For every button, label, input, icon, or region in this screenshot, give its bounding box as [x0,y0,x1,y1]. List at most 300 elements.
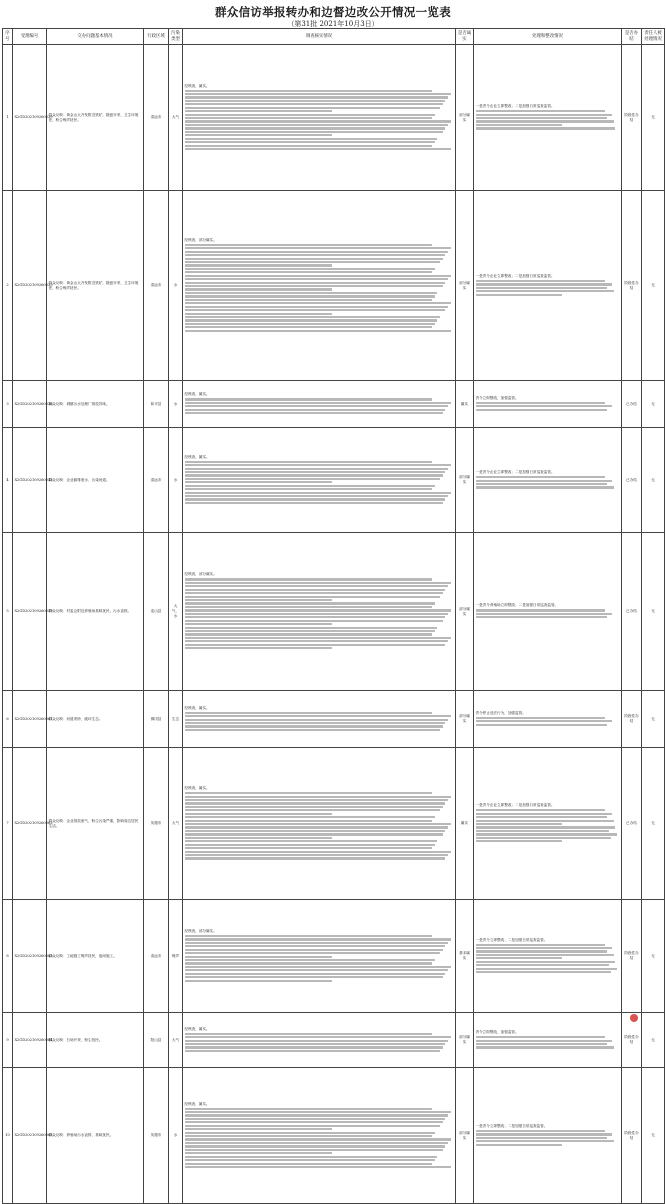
text-line [476,486,614,488]
text-line [185,973,446,975]
text-line [185,319,438,321]
text-line [185,980,333,982]
text-line [185,402,451,404]
text-line [476,1133,613,1135]
text-line [185,120,451,122]
row-number: 9 [3,1013,13,1068]
penalty-cell: 无 [642,748,665,900]
penalty-cell: 无 [642,533,665,691]
finding-text: 经核查，属实。 [184,786,210,791]
text-line [185,830,446,832]
done-status: 已办结 [622,381,642,428]
col-header: 是否办结 [622,29,642,45]
region-cell: 清远市 [144,45,169,191]
done-status: 阶段性办结 [622,45,642,191]
text-line [476,968,617,970]
text-line [185,1156,438,1158]
text-line [185,471,446,473]
text-line [185,956,333,958]
row-number: 8 [3,900,13,1013]
region-cell: 清远市 [144,428,169,533]
handling-text: 责令立即整改，加强监管。 [475,1030,519,1035]
text-line [185,813,333,815]
col-header: 交办问题基本情况 [47,29,144,45]
text-line [185,1159,435,1161]
region-cell: 英德市 [144,1068,169,1204]
text-line [185,596,441,598]
finding-cell [183,381,456,428]
text-line [185,1128,333,1130]
region-cell: 和平县 [144,381,169,428]
text-line [185,616,446,618]
text-line [185,141,435,143]
finding-cell [183,691,456,748]
issue-summary: 群众反映：企业排放废气，粉尘污染严重，影响周边居民生活。 [47,748,144,900]
table-row [3,191,665,381]
text-line [185,1149,443,1151]
is-true-cell: 部分属实 [456,533,474,691]
text-line [185,1142,449,1144]
text-line [185,802,446,804]
finding-cell [183,45,456,191]
pollution-type: 大气 [169,748,183,900]
table-row [3,1013,665,1068]
handling-cell [474,1013,622,1068]
text-line [185,799,449,801]
finding-cell [183,900,456,1013]
text-line [476,476,606,478]
text-line [185,949,443,951]
penalty-cell: 无 [642,900,665,1013]
text-line [185,110,333,112]
handling-cell [474,900,622,1013]
pollution-type: 水 [169,1068,183,1204]
text-line [185,299,432,301]
text-line [476,947,613,949]
finding-text: 经核查，属实。 [184,392,210,397]
done-status: 阶段性办结 [622,191,642,381]
text-line [185,719,449,721]
text-line [185,647,333,649]
text-line [185,326,432,328]
text-line [185,114,435,116]
text-line [476,1036,606,1038]
table-row [3,691,665,748]
text-line [185,1111,451,1113]
case-code: X2GD202109260059 [13,533,47,691]
text-line [185,145,432,147]
row-number: 1 [3,45,13,191]
row-number: 4 [3,428,13,533]
text-line [185,844,435,846]
document-title: 群众信访举报转办和边督边改公开情况一览表 [215,5,451,19]
text-line [476,820,614,822]
document-subtitle: （第31批 2021年10月3日） [287,20,379,28]
finding-cell [183,191,456,381]
done-status: 阶段性办结 [622,1068,642,1204]
text-line [185,481,333,483]
text-line [185,96,449,98]
text-line [185,792,432,794]
text-line [476,809,606,811]
text-line [476,1144,562,1146]
col-header: 行政区域 [144,29,169,45]
text-line [185,285,443,287]
is-true-cell: 部分属实 [456,191,474,381]
text-line [185,495,449,497]
issue-summary: 群众反映：企业偷排废水，污染河道。 [47,428,144,533]
text-line [476,483,607,485]
text-line [185,1108,432,1110]
text-line [185,1121,443,1123]
handling-text: 一是责令企业立即整改；二是加强日常巡查监管。 [475,470,555,475]
region-cell: 连山县 [144,533,169,691]
is-true-cell: 属实 [456,381,474,428]
text-line [185,488,432,490]
text-line [185,405,449,407]
text-line [476,961,616,963]
text-line [185,93,451,95]
text-line [476,950,607,952]
text-line [185,412,443,414]
text-line [185,1135,432,1137]
text-line [185,589,446,591]
text-line [185,264,333,266]
text-line [185,640,449,642]
case-code: X2GD202109260036 [13,381,47,428]
handling-cell [474,533,622,691]
done-status: 阶段性办结 [622,900,642,1013]
finding-text: 经核查，属实。 [184,454,210,459]
text-line [476,1046,614,1048]
handling-text: 一是责令企业立即整改；二是加强日常巡查监管。 [475,104,555,109]
pollution-type: 水 [169,428,183,533]
region-cell: 佛冈县 [144,691,169,748]
text-line [476,124,562,126]
case-code: X2GD202109260065 [13,1068,47,1204]
text-line [185,942,449,944]
text-line [185,806,443,808]
text-line [185,292,438,294]
done-status: 已办结 [622,748,642,900]
table-row [3,45,665,191]
issue-summary: 群众反映：黄金山大开发附近铁矿，随意开采，卫生环境差，粉尘噪声扰民。 [47,45,144,191]
case-code: X2GD202109260043 [13,428,47,533]
text-line [185,244,432,246]
text-line [185,840,438,842]
text-line [185,938,451,940]
text-line [476,833,617,835]
case-code: X2GD202109260063 [13,900,47,1013]
text-line [185,1145,446,1147]
text-line [185,306,449,308]
text-line [185,275,451,277]
penalty-cell: 无 [642,45,665,191]
text-line [185,1152,333,1154]
text-line [185,309,446,311]
text-line [185,637,451,639]
text-line [185,148,451,150]
issue-summary: 群众反映：城镇污水处理厂排放异味。 [47,381,144,428]
col-header: 调查核实情况 [183,29,456,45]
region-cell: 清远市 [144,900,169,1013]
text-line [476,402,606,404]
text-line [476,830,610,832]
text-line [185,620,443,622]
complaints-table [2,28,665,1204]
table-row [3,533,665,691]
text-line [185,1163,432,1165]
text-line [185,578,432,580]
text-line [185,302,451,304]
text-line [185,959,435,961]
penalty-cell: 无 [642,191,665,381]
case-code: X2GD202109260033 [13,191,47,381]
text-line [476,717,606,719]
text-line [185,935,432,937]
text-line [185,592,443,594]
text-line [185,599,333,601]
text-line [185,409,446,411]
pollution-type: 大气、水 [169,533,183,691]
finding-text: 经核查，部分属实。 [184,237,217,242]
pollution-type: 水 [169,381,183,428]
text-line [476,609,606,611]
text-line [185,295,435,297]
text-line [185,268,435,270]
handling-cell [474,45,622,191]
text-line [185,826,449,828]
text-line [476,724,607,726]
text-line [185,969,449,971]
text-line [476,117,607,119]
row-number: 10 [3,1068,13,1204]
table-row [3,900,665,1013]
text-line [476,944,606,946]
handling-cell [474,691,622,748]
handling-text: 责令立即整改，加强监管。 [475,395,519,400]
text-line [476,127,616,129]
text-line [476,720,613,722]
col-header: 污染类型 [169,29,183,45]
text-line [185,103,443,105]
handling-cell [474,1068,622,1204]
region-cell: 英德市 [144,748,169,900]
text-line [185,952,441,954]
handling-cell [474,748,622,900]
text-line [185,478,441,480]
text-line [476,837,611,839]
text-line [185,261,441,263]
done-status: 已办结 [622,533,642,691]
handling-text: 责令停止违法行为，加强监管。 [475,710,526,715]
case-code: X2GD202109260029 [13,45,47,191]
text-line [185,1043,446,1045]
issue-summary: 群众反映：村委会附近养殖场臭味扰民，污水直排。 [47,533,144,691]
text-line [476,971,611,973]
text-line [476,480,613,482]
text-line [185,127,446,129]
text-line [476,1140,614,1142]
is-true-cell: 部分属实 [456,45,474,191]
text-line [185,976,443,978]
table-row [3,748,665,900]
finding-cell [183,533,456,691]
text-line [185,816,435,818]
text-line [476,1137,607,1139]
is-true-cell: 部分属实 [456,1013,474,1068]
issue-summary: 群众反映：养殖场污水直排，臭味扰民。 [47,1068,144,1204]
text-line [185,330,451,332]
text-line [185,464,451,466]
text-line [185,398,432,400]
issue-summary: 群众反映：黄金山大开发附近铁矿，随意开采，卫生环境差，粉尘噪声扰民。 [47,191,144,381]
pollution-type: 生态 [169,691,183,748]
text-line [476,114,613,116]
text-line [185,254,446,256]
text-line [185,468,449,470]
text-line [185,1138,451,1140]
handling-cell [474,428,622,533]
text-line [185,966,451,968]
text-line [185,582,451,584]
text-line [185,1132,435,1134]
text-line [476,294,562,296]
finding-text: 经核查，属实。 [184,1101,210,1106]
text-line [185,1033,432,1035]
row-number: 5 [3,533,13,691]
text-line [476,613,613,615]
text-line [476,287,607,289]
text-line [476,405,613,407]
text-line [185,837,333,839]
pollution-type: 噪声 [169,900,183,1013]
text-line [185,851,451,853]
row-number: 3 [3,381,13,428]
text-line [185,316,441,318]
text-line [185,1125,441,1127]
text-line [185,854,449,856]
is-true-cell: 部分属实 [456,428,474,533]
is-true-cell: 部分属实 [456,691,474,748]
text-line [185,134,333,136]
text-line [185,313,333,315]
text-line [476,110,606,112]
text-line [185,820,432,822]
text-line [185,809,441,811]
col-header: 是否属实 [456,29,474,45]
text-line [185,502,443,504]
pollution-type: 大气 [169,1013,183,1068]
done-status: 阶段性办结 [622,691,642,748]
text-line [476,1040,613,1042]
finding-text: 经核查，部分属实。 [184,928,217,933]
row-number: 7 [3,748,13,900]
text-line [185,288,333,290]
text-line [185,1046,443,1048]
text-line [185,247,451,249]
finding-cell [183,1068,456,1204]
text-line [185,1114,449,1116]
text-line [476,964,610,966]
pollution-type: 大气 [169,45,183,191]
row-number: 2 [3,191,13,381]
text-line [185,962,432,964]
text-line [185,606,432,608]
finding-cell [183,428,456,533]
text-line [185,627,438,629]
handling-text: 一是责令立即整改；二是加强日常巡查监管。 [475,937,548,942]
text-line [476,813,613,815]
text-line [476,1043,607,1045]
text-line [185,1118,446,1120]
finding-cell [183,748,456,900]
text-line [185,623,333,625]
col-header: 序号 [3,29,13,45]
is-true-cell: 基本属实 [456,900,474,1013]
penalty-cell: 无 [642,691,665,748]
scroll-marker-icon [630,1014,638,1022]
table-row [3,428,665,533]
case-code: X2GD202109260061 [13,691,47,748]
penalty-cell: 无 [642,1068,665,1204]
text-line [476,290,614,292]
text-line [185,729,441,731]
text-line [476,826,616,828]
done-status: 阶段性办结 [622,1013,642,1068]
text-line [185,278,449,280]
finding-text: 经核查，属实。 [184,705,210,710]
text-line [185,498,446,500]
finding-text: 经核查，属实。 [184,1026,210,1031]
text-line [185,1040,449,1042]
text-line [185,823,451,825]
text-line [185,712,432,714]
text-line [185,857,446,859]
handling-text: 一是责令养殖场立即整改；二是加强日常巡查监管。 [475,603,559,608]
text-line [185,644,446,646]
text-line [185,131,443,133]
case-code: X2GD202109260062 [13,748,47,900]
text-line [476,1130,606,1132]
pollution-type: 水 [169,191,183,381]
text-line [185,796,451,798]
text-line [185,715,451,717]
text-line [476,120,614,122]
text-line [185,100,446,102]
text-line [185,282,446,284]
text-line [185,833,443,835]
is-true-cell: 部分属实 [456,1068,474,1204]
text-line [185,485,435,487]
text-line [476,409,607,411]
text-line [185,251,449,253]
text-line [185,124,449,126]
finding-cell [183,1013,456,1068]
text-line [185,1036,451,1038]
text-line [476,283,613,285]
col-header: 处理和整改情况 [474,29,622,45]
text-line [185,722,446,724]
text-line [185,613,449,615]
text-line [185,461,432,463]
col-header: 责任人被处理情况 [642,29,665,45]
table-header-row [3,29,665,45]
region-cell: 阳山县 [144,1013,169,1068]
finding-text: 经核查，属实。 [184,83,210,88]
text-line [185,847,432,849]
text-line [476,616,607,618]
